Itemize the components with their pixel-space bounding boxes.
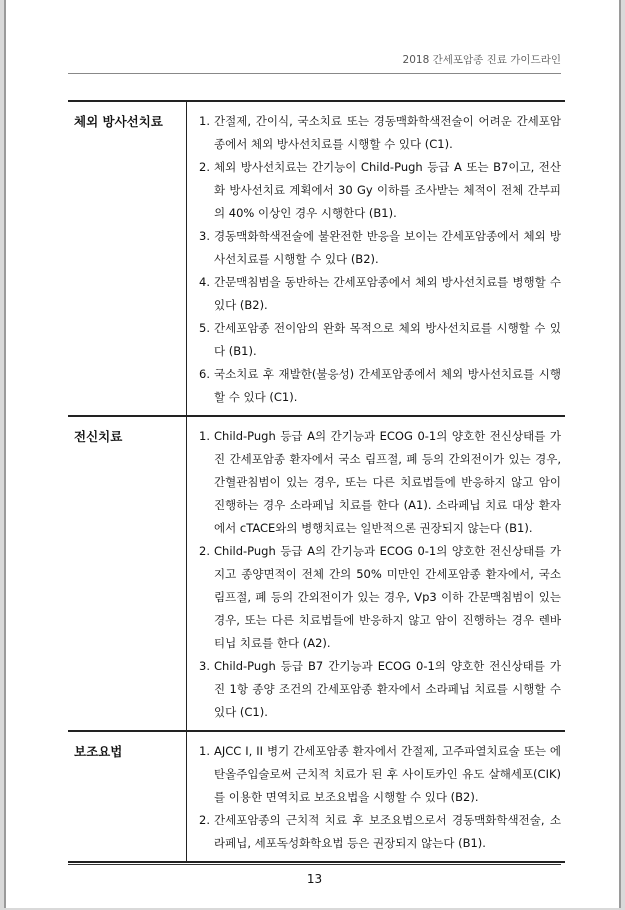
section-category: 체외 방사선치료 <box>68 101 187 416</box>
item-text: 간문맥침범을 동반하는 간세포암종에서 체외 방사선치료를 병행할 수 있다 (B2). <box>214 275 561 312</box>
item-number: 6. <box>199 367 210 381</box>
recommendation-item <box>199 655 561 724</box>
recommendation-item <box>199 540 561 655</box>
item-number: 1. <box>199 429 210 443</box>
item-text: AJCC I, II 병기 간세포암종 환자에서 간절제, 고주파열치료술 또는 에탄올주입술로써 근치적 치료가 된 후 사이토카인 유도 살해세포(CIK)를 이용한 면역치료 보조요법을 시행할 수 있다 (B2). <box>214 744 561 804</box>
guideline-table <box>68 100 565 863</box>
footer-rule <box>68 864 561 865</box>
item-text: Child-Pugh 등급 B7 간기능과 ECOG 0-1의 양호한 전신상태를 가진 1항 종양 조건의 간세포암종 환자에서 소라페닙 치료를 시행할 수 있다 (C1). <box>214 659 561 719</box>
item-number: 1. <box>199 744 210 758</box>
item-number: 5. <box>199 321 210 335</box>
item-text: Child-Pugh 등급 A의 간기능과 ECOG 0-1의 양호한 전신상태를 가진 간세포암종 환자에서 국소 림프절, 폐 등의 간외전이가 있는 경우, 간혈관침범이 있는 경우, 또는 다른 치료법들에 반응하지 않고 암이 진행하는 경우 소라페닙 치료를 한다 (A1). 소라페닙 치료 대상 환자에서 cTACE와의 병행치료는 일반적으론 권장되지 않는다 (B1). <box>214 429 561 535</box>
document-page <box>4 0 621 908</box>
item-number: 2. <box>199 544 210 558</box>
recommendation-item <box>199 317 561 363</box>
recommendation-item <box>199 425 561 540</box>
item-number: 1. <box>199 114 210 128</box>
page-number: 13 <box>306 872 323 886</box>
item-number: 3. <box>199 659 210 673</box>
recommendation-item <box>199 110 561 156</box>
recommendation-item <box>199 740 561 809</box>
item-number: 4. <box>199 275 210 289</box>
section-recommendations <box>187 101 566 416</box>
item-text: 간절제, 간이식, 국소치료 또는 경동맥화학색전술이 어려운 간세포암종에서 체외 방사선치료를 시행할 수 있다 (C1). <box>214 114 561 151</box>
section-recommendations <box>187 731 566 862</box>
section-row <box>68 416 565 731</box>
recommendation-item <box>199 156 561 225</box>
section-recommendations <box>187 416 566 731</box>
header-rule <box>68 73 561 74</box>
item-text: 간세포암종 전이암의 완화 목적으로 체외 방사선치료를 시행할 수 있다 (B1). <box>214 321 561 358</box>
item-text: 체외 방사선치료는 간기능이 Child-Pugh 등급 A 또는 B7이고, 전산화 방사선치료 계획에서 30 Gy 이하를 조사받는 체적이 전체 간부피의 40% 이상인 경우 시행한다 (B1). <box>214 160 561 220</box>
section-category: 전신치료 <box>68 416 187 731</box>
recommendation-item <box>199 809 561 855</box>
item-text: 간세포암종의 근치적 치료 후 보조요법으로서 경동맥화학색전술, 소라페닙, 세포독성화학요법 등은 권장되지 않는다 (B1). <box>214 813 561 850</box>
item-text: 국소치료 후 재발한(불응성) 간세포암종에서 체외 방사선치료를 시행할 수 있다 (C1). <box>214 367 561 404</box>
section-row <box>68 101 565 416</box>
section-row <box>68 731 565 862</box>
item-text: 경동맥화학색전술에 불완전한 반응을 보이는 간세포암종에서 체외 방사선치료를 시행할 수 있다 (B2). <box>214 229 561 266</box>
item-text: Child-Pugh 등급 A의 간기능과 ECOG 0-1의 양호한 전신상태를 가지고 종양면적이 전체 간의 50% 미만인 간세포암종 환자에서, 국소 림프절, 폐 등의 간외전이가 있는 경우, Vp3 이하 간문맥침범이 있는 경우, 또는 다른 치료법들에 반응하지 않고 암이 진행하는 경우 렌바티닙 치료를 한다 (A2). <box>214 544 561 650</box>
item-number: 2. <box>199 813 210 827</box>
recommendation-item <box>199 271 561 317</box>
section-category: 보조요법 <box>68 731 187 862</box>
item-number: 2. <box>199 160 210 174</box>
recommendation-item <box>199 363 561 409</box>
running-header: 2018 간세포암종 진료 가이드라인 <box>402 54 561 66</box>
item-number: 3. <box>199 229 210 243</box>
recommendation-item <box>199 225 561 271</box>
